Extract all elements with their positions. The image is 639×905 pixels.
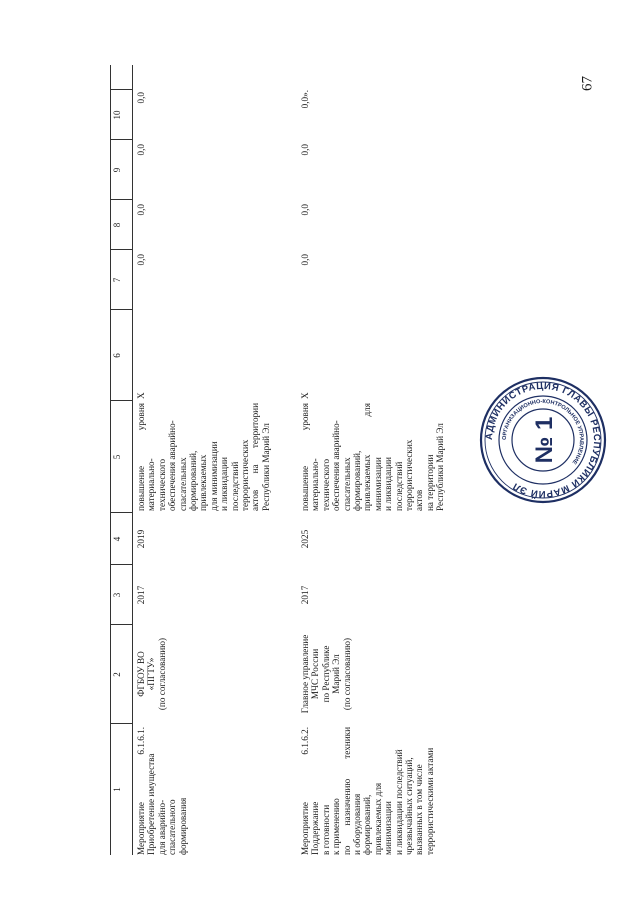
row-2-executor-line: Марий Эл: [331, 654, 342, 694]
row-1-result-line: для минимизации: [208, 441, 219, 511]
row-2-result-line: на территории: [424, 454, 435, 511]
row-1-col6: X: [136, 392, 146, 399]
row-1-result-line: актов на территории: [250, 403, 261, 511]
row-2-result-line: технического: [320, 458, 331, 511]
header-col-5: 5: [112, 454, 122, 460]
row-2-executor-line: Главное управление: [300, 634, 310, 714]
row-2-result-line: актов: [414, 489, 425, 511]
header-col-4: 4: [112, 536, 122, 542]
row-1-name-line: формирования: [177, 797, 188, 855]
row-2-result-line: спасательных: [341, 457, 352, 511]
row-2-executor-line: по Республике: [320, 645, 331, 703]
row-2-name-line: террористическими актами: [424, 747, 435, 855]
row-2-name-line: и ликвидации последствий: [393, 749, 404, 855]
header-col-1: 1: [112, 787, 122, 792]
row-2-name-line: формирований,: [362, 794, 373, 855]
seal-number: № 1: [531, 416, 558, 464]
row-2-result-line: последствий: [393, 461, 404, 511]
seal-outer-text: АДМИНИСТРАЦИЯ ГЛАВЫ РЕСПУБЛИКИ МАРИЙ ЭЛ: [483, 380, 603, 500]
row-2-name-line: привлекаемых для: [372, 782, 383, 855]
row-2-col8: 0,0: [300, 204, 310, 216]
header-col-8: 8: [112, 222, 122, 228]
row-2-name-line: чрезвычайных ситуаций,: [404, 757, 415, 855]
row-2-name-line: вызванных в том числе: [414, 764, 425, 855]
row-1-col8: 0,0: [136, 204, 146, 216]
row-2-end-year: 2025: [300, 529, 310, 549]
header-col-7: 7: [112, 277, 122, 283]
row-2-name-line: к применению: [331, 798, 342, 855]
row-1-start-year: 2017: [136, 585, 146, 605]
header-col-2: 2: [112, 672, 122, 677]
row-1-executor-line: ФГБОУ ВО: [136, 651, 146, 697]
row-2-result-line: Республики Марий Эл: [435, 423, 446, 511]
table-row-1-executor: [136, 626, 167, 722]
row-2-col9: 0,0: [300, 144, 310, 156]
row-2-name-line: Мероприятие: [300, 802, 310, 855]
row-1-result-line: террористических: [240, 439, 251, 511]
row-2-result-line: обеспечения аварийно-: [331, 420, 342, 511]
row-2-start-year: 2017: [300, 585, 310, 605]
row-1-name-line: Приобретение имущества: [146, 753, 157, 855]
row-1-name-line: Мероприятие: [136, 802, 146, 855]
row-1-result-line: спасательных: [177, 457, 188, 511]
row-1-result-line: материально-: [146, 458, 157, 511]
row-2-name-line: по назначению техники: [341, 727, 352, 855]
row-2-result-line: привлекаемых для: [362, 403, 373, 511]
row-1-col10: 0,0: [136, 92, 146, 104]
row-2-result-line: формирований,: [352, 450, 363, 511]
row-2-result-line: материально-: [310, 458, 321, 511]
row-2-result-line: и ликвидации: [383, 457, 394, 511]
official-seal: [478, 375, 608, 505]
row-2-name-line: минимизации: [383, 801, 394, 855]
table-row-1-name: [136, 727, 188, 855]
row-2-name-line: и оборудования: [352, 793, 363, 855]
row-1-col7: 0,0: [136, 254, 146, 266]
row-2-col10: 0,0».: [300, 90, 310, 109]
table-row-2-result: [300, 403, 446, 511]
page-number: 67: [579, 76, 596, 91]
row-1-result-line: формирований,: [188, 450, 199, 511]
header-bottom-border: [132, 65, 133, 855]
row-2-name-line: в готовности: [320, 804, 331, 855]
row-1-name-line: для аварийно-: [156, 799, 167, 855]
table-row-1-result: [136, 403, 271, 511]
row-2-result-line: повышение уровня: [300, 403, 310, 511]
row-1-result-line: обеспечения аварийно-: [167, 420, 178, 511]
seal-inner-text: ОРГАНИЗАЦИОННО-КОНТРОЛЬНОЕ УПРАВЛЕНИЕ: [501, 398, 585, 465]
row-1-executor-line: «ПГТУ»: [146, 657, 157, 691]
header-col-9: 9: [112, 167, 122, 173]
header-col-6: 6: [112, 353, 122, 358]
row-1-result-line: привлекаемых: [198, 454, 209, 511]
row-1-result-line: и ликвидации: [219, 457, 230, 511]
row-2-col7: 0,0: [300, 254, 310, 266]
row-2-name-line: Поддержание: [310, 801, 321, 855]
seal-graphic: [478, 375, 608, 505]
row-1-result-line: повышение уровня: [136, 403, 146, 511]
row-1-name-line: спасательного: [167, 799, 178, 855]
header-col-10: 10: [112, 110, 122, 120]
row-2-executor-line: (по согласованию): [341, 637, 352, 711]
row-1-executor-line: (по согласованию): [156, 637, 167, 711]
row-1-result-line: Республики Марий Эл: [260, 423, 271, 511]
table-row-2-name: [300, 727, 435, 855]
row-2-col6: X: [300, 392, 310, 399]
row-2-result-line: минимизации: [372, 457, 383, 511]
row-1-code: 6.1.6.1.: [136, 727, 146, 755]
row-1-col9: 0,0: [136, 144, 146, 156]
row-2-executor-line: МЧС России: [310, 648, 321, 700]
header-col-3: 3: [112, 592, 122, 598]
row-2-code: 6.1.6.2.: [300, 727, 310, 755]
row-1-result-line: последствий: [229, 461, 240, 511]
row-1-end-year: 2019: [136, 529, 146, 549]
table-top-border: [110, 65, 111, 855]
table-row-2-executor: [300, 626, 352, 722]
row-1-result-line: технического: [156, 458, 167, 511]
row-2-result-line: террористических: [404, 439, 415, 511]
